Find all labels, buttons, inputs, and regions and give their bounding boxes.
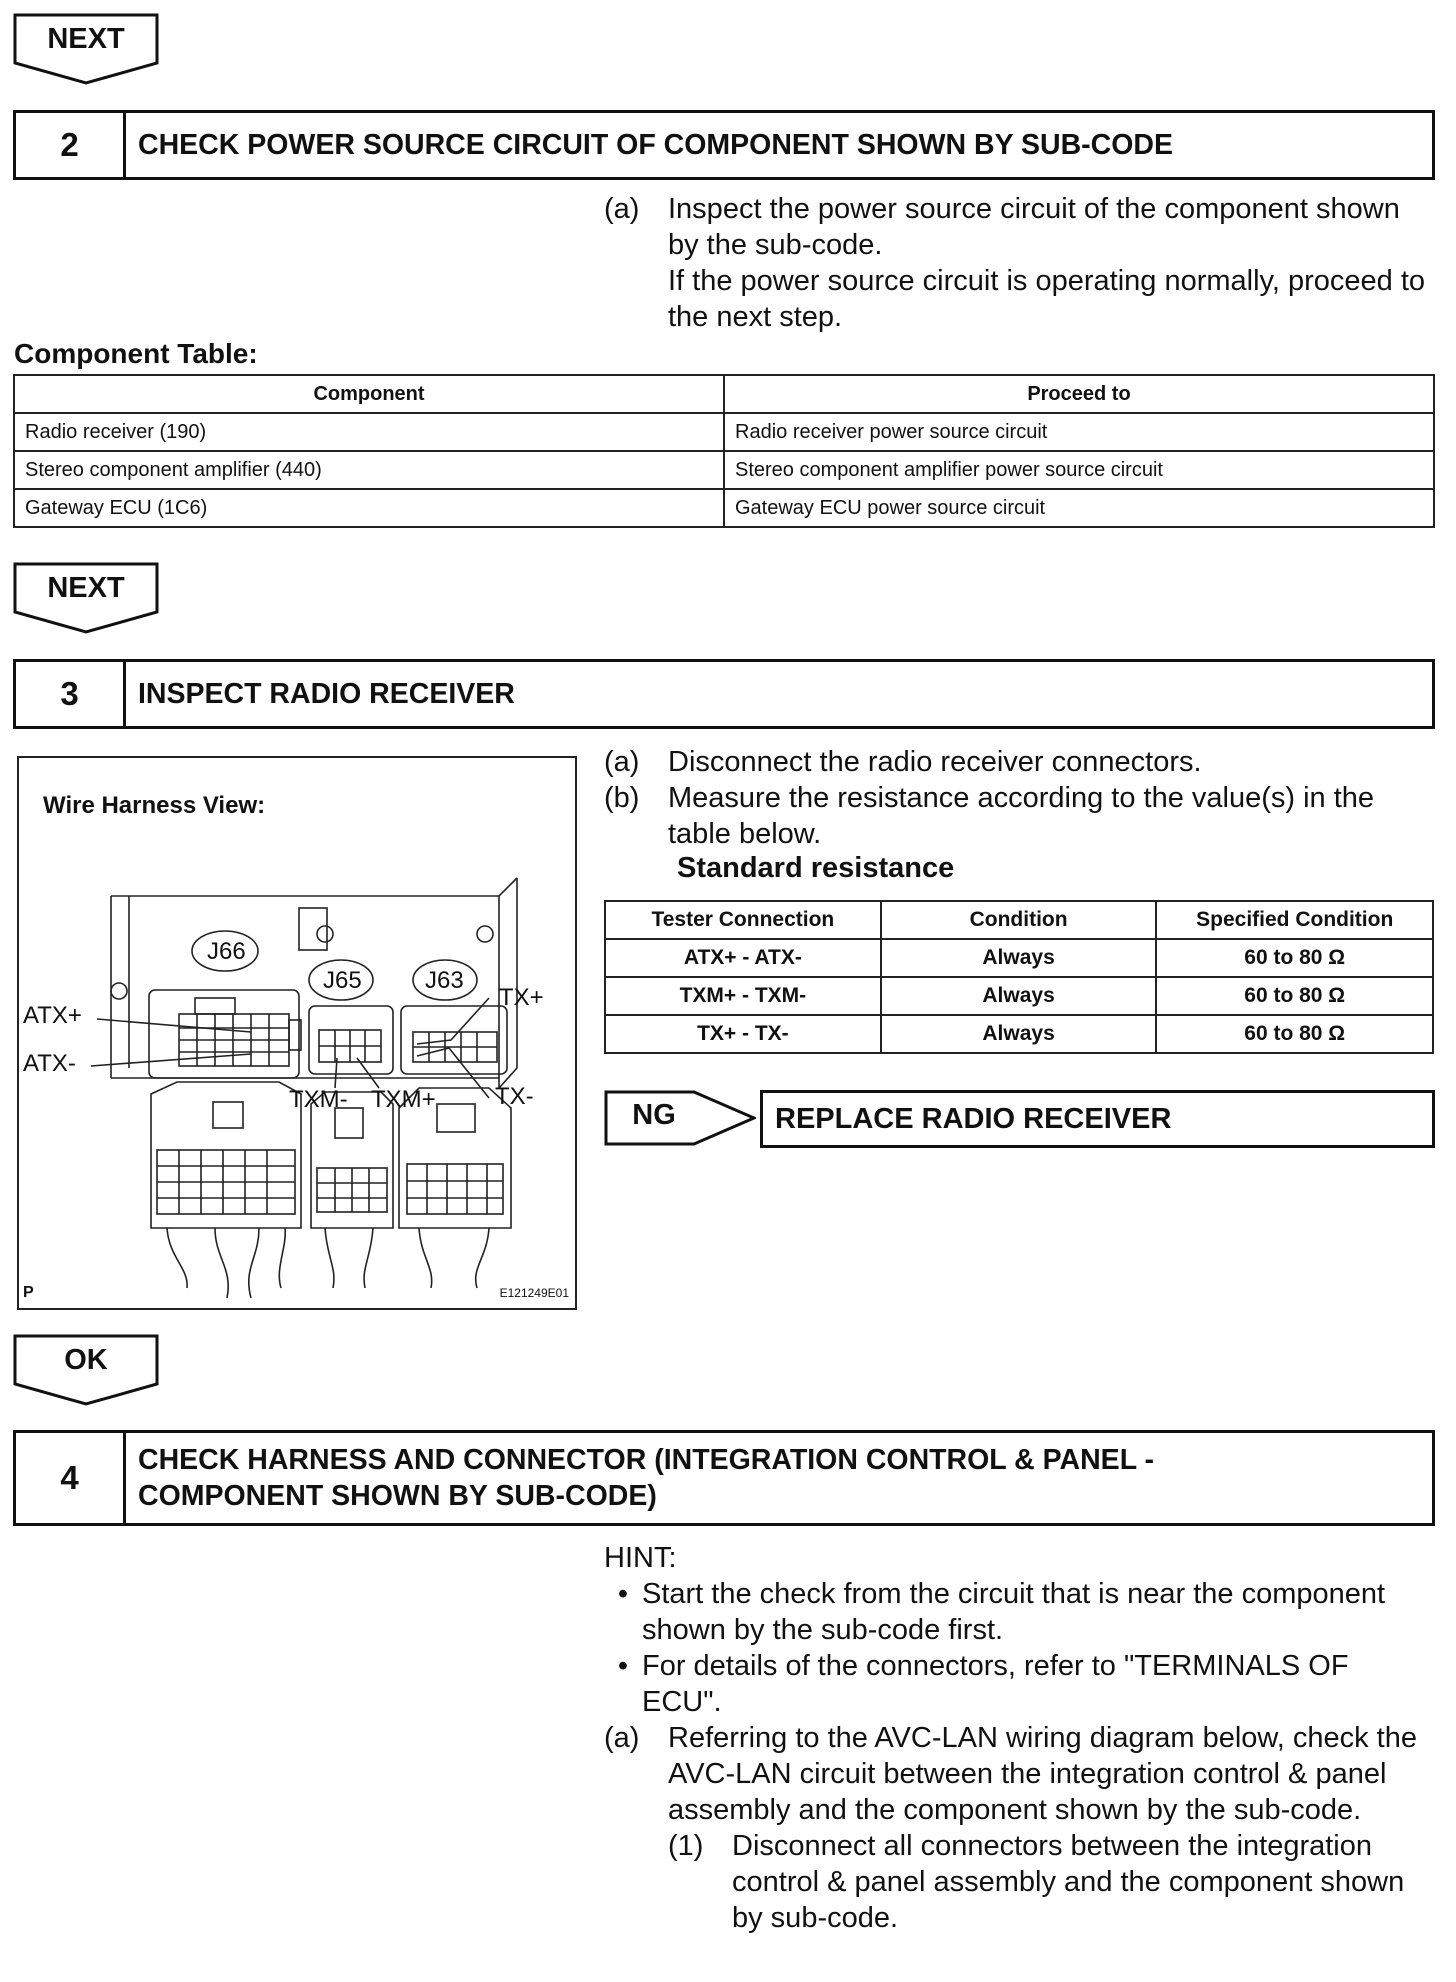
step-2-number: 2 [16, 113, 126, 177]
txm-minus-label: TXM- [289, 1086, 348, 1113]
table-cell: Radio receiver power source circuit [724, 413, 1434, 451]
table-cell: Radio receiver (190) [14, 413, 724, 451]
tx-plus-leader [417, 998, 489, 1044]
hint-text: Start the check from the circuit that is near the component shown by the sub-code first. [642, 1578, 1386, 1646]
step-4-header [13, 1430, 1435, 1526]
atx-minus-label: ATX- [23, 1050, 76, 1077]
ng-label: NG [632, 1099, 676, 1131]
sub-instruction-text: Disconnect all connectors between the integration control & panel assembly and the component shown by sub-code. [732, 1830, 1405, 1934]
table-cell: Stereo component amplifier (440) [14, 451, 724, 489]
screw-icon [477, 926, 493, 942]
j63-label: J63 [425, 967, 464, 994]
figure-code: E121249E01 [499, 1286, 569, 1300]
instruction-text-2: If the power source circuit is operating normally, proceed to the next step. [668, 265, 1426, 333]
instruction-item [604, 1720, 1434, 1828]
ng-action-text: REPLACE RADIO RECEIVER [775, 1102, 1172, 1135]
instruction-text: Measure the resistance according to the value(s) in the table below. [668, 782, 1375, 850]
table-cell: Always [881, 939, 1157, 977]
instruction-text: Referring to the AVC-LAN wiring diagram below, check the AVC-LAN circuit between the integration control & panel assembly and the component shown by the sub-code. [668, 1722, 1417, 1826]
table-cell: 60 to 80 Ω [1156, 977, 1433, 1015]
table-row [605, 939, 1433, 977]
table-cell: Gateway ECU (1C6) [14, 489, 724, 527]
instruction-marker: (a) [604, 746, 640, 778]
table-header: Component [14, 375, 724, 413]
j66-connector [149, 990, 299, 1078]
bullet: • [617, 1578, 629, 1610]
step-3-header [13, 659, 1435, 729]
ok-button[interactable] [13, 1334, 159, 1406]
instruction-item [604, 744, 1434, 780]
j63-connector [401, 1006, 507, 1074]
connector-diagram [19, 758, 575, 1308]
atx-minus-leader [91, 1054, 251, 1066]
step-4-title-line2: COMPONENT SHOWN BY SUB-CODE) [138, 1480, 657, 1512]
table-row [14, 413, 1434, 451]
resistance-table [604, 900, 1434, 1054]
step-2-instruction [604, 191, 1434, 335]
step-3-title: INSPECT RADIO RECEIVER [138, 678, 515, 710]
figure-corner-p: P [23, 1284, 34, 1301]
table-row [605, 1015, 1433, 1053]
table-row [14, 489, 1434, 527]
j65-label: J65 [323, 967, 362, 994]
component-table [13, 374, 1435, 528]
hint-text: For details of the connectors, refer to "TERMINALS OF ECU". [642, 1650, 1349, 1718]
table-cell: Always [881, 977, 1157, 1015]
table-cell: Gateway ECU power source circuit [724, 489, 1434, 527]
next-button-label: NEXT [47, 23, 125, 55]
step-4-content [604, 1540, 1434, 1936]
instruction-marker: (b) [604, 782, 640, 814]
table-header: Tester Connection [605, 901, 881, 939]
sub-instruction-item [604, 1828, 1434, 1936]
bullet: • [617, 1650, 629, 1682]
table-header: Proceed to [724, 375, 1434, 413]
instruction-text: Disconnect the radio receiver connectors. [668, 746, 1202, 778]
atx-plus-label: ATX+ [23, 1002, 82, 1029]
txm-plus-label: TXM+ [371, 1086, 436, 1113]
table-row [14, 451, 1434, 489]
next-button[interactable] [13, 562, 159, 634]
table-cell: Stereo component amplifier power source circuit [724, 451, 1434, 489]
sub-instruction-marker: (1) [668, 1830, 704, 1862]
instruction-item [604, 780, 1434, 852]
step-4-title [126, 1433, 1166, 1523]
receiver-body-top [111, 878, 517, 896]
tx-plus-label: TX+ [499, 984, 544, 1011]
atx-plus-leader [97, 1019, 251, 1032]
next-button-label: NEXT [47, 572, 125, 604]
replace-radio-receiver-box [760, 1090, 1435, 1148]
tx-minus-label: TX- [495, 1083, 534, 1110]
step-2-header [13, 110, 1435, 180]
table-header: Condition [881, 901, 1157, 939]
instruction-marker: (a) [604, 1722, 640, 1754]
table-cell: ATX+ - ATX- [605, 939, 881, 977]
table-cell: TX+ - TX- [605, 1015, 881, 1053]
step-3-instructions [604, 744, 1434, 852]
screw-icon [317, 926, 333, 942]
component-table-heading: Component Table: [14, 338, 258, 369]
step-4-title-line1: CHECK HARNESS AND CONNECTOR (INTEGRATION CONTROL & PANEL - [138, 1444, 1154, 1476]
hint-label: HINT: [604, 1542, 677, 1574]
table-cell: TXM+ - TXM- [605, 977, 881, 1015]
table-cell: 60 to 80 Ω [1156, 939, 1433, 977]
table-cell: Always [881, 1015, 1157, 1053]
plug-large [151, 1082, 301, 1228]
next-button[interactable] [13, 13, 159, 85]
instruction-marker: (a) [604, 193, 640, 225]
hint-item [604, 1648, 1434, 1720]
step-4-number: 4 [16, 1433, 126, 1523]
screw-icon [111, 983, 127, 999]
table-cell: 60 to 80 Ω [1156, 1015, 1433, 1053]
step-3-number: 3 [16, 662, 126, 726]
table-header: Specified Condition [1156, 901, 1433, 939]
table-row [605, 977, 1433, 1015]
j66-label: J66 [207, 938, 246, 965]
ok-button-label: OK [64, 1344, 108, 1376]
standard-resistance-heading: Standard resistance [677, 852, 955, 884]
step-2-title: CHECK POWER SOURCE CIRCUIT OF COMPONENT SHOWN BY SUB-CODE [138, 129, 1174, 161]
ng-button[interactable] [604, 1090, 756, 1146]
instruction-text: Inspect the power source circuit of the component shown by the sub-code. [668, 193, 1400, 261]
wire-harness-figure [17, 756, 577, 1310]
hint-item [604, 1576, 1434, 1648]
figure-title: Wire Harness View: [43, 792, 266, 819]
